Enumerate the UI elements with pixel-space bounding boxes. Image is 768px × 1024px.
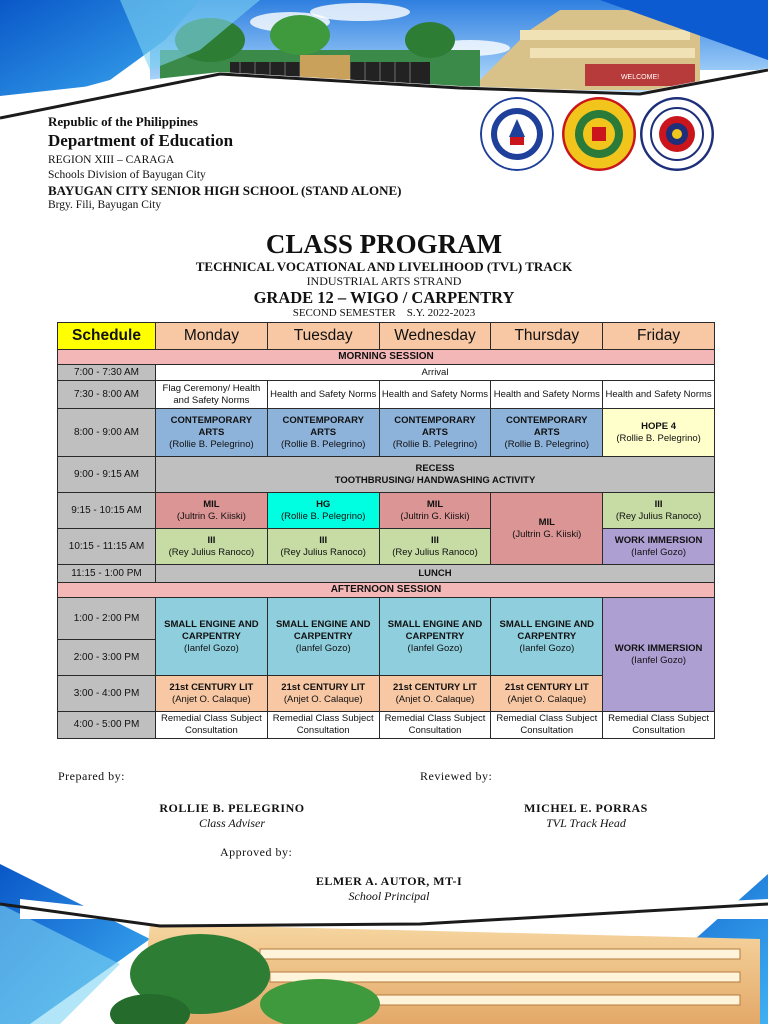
work-immersion-cell bbox=[603, 529, 715, 565]
recess-label: RECESS bbox=[415, 462, 455, 474]
contemporary-arts-cell bbox=[267, 409, 379, 457]
strand-title: INDUSTRIAL ARTS STRAND bbox=[306, 274, 462, 288]
grade-title: GRADE 12 – WIGO / CARPENTRY bbox=[253, 288, 515, 307]
address-line: Brgy. Fili, Bayugan City bbox=[48, 199, 162, 211]
health-safety-cell: Health and Safety Norms bbox=[603, 381, 715, 409]
republic-line: Republic of the Philippines bbox=[48, 114, 198, 129]
teacher-name: (Rollie B. Pelegrino) bbox=[169, 438, 254, 450]
department-line: Department of Education bbox=[48, 131, 234, 150]
century-lit-cell bbox=[267, 676, 379, 712]
approved-by-name: ELMER A. AUTOR, MT-I bbox=[315, 874, 463, 888]
iii-cell bbox=[379, 529, 491, 565]
teacher-name: (Jultrin G. Kiiski) bbox=[512, 528, 582, 540]
header-tuesday: Tuesday bbox=[267, 323, 379, 350]
subject-name: MIL bbox=[538, 516, 555, 528]
subject-name: HG bbox=[316, 498, 331, 510]
subject-name: CONTEMPORARY ARTS bbox=[170, 414, 253, 438]
recess-activity: TOOTHBRUSING/ HANDWASHING ACTIVITY bbox=[334, 474, 536, 486]
subject-name: III bbox=[431, 534, 439, 546]
table-row bbox=[58, 350, 715, 365]
table-row bbox=[58, 598, 715, 640]
prepared-by-role: Class Adviser bbox=[198, 816, 266, 830]
teacher-name: (Ianfel Gozo) bbox=[631, 654, 687, 666]
title-block bbox=[0, 228, 768, 320]
subject-name: 21st CENTURY LIT bbox=[169, 681, 254, 693]
table-row bbox=[58, 365, 715, 381]
contemporary-arts-cell bbox=[491, 409, 603, 457]
subject-name: 21st CENTURY LIT bbox=[393, 681, 477, 693]
subject-name: WORK IMMERSION bbox=[614, 534, 703, 546]
lunch-cell: LUNCH bbox=[156, 565, 715, 583]
remedial-cell: Remedial Class Subject Consultation bbox=[379, 712, 491, 739]
recess-cell bbox=[156, 457, 715, 493]
hope4-cell bbox=[603, 409, 715, 457]
table-row bbox=[58, 493, 715, 529]
century-lit-cell bbox=[491, 676, 603, 712]
teacher-name: (Jultrin G. Kiiski) bbox=[176, 510, 246, 522]
welcome-sign: WELCOME! bbox=[620, 74, 660, 81]
afternoon-session-label: AFTERNOON SESSION bbox=[58, 583, 715, 598]
teacher-name: (Rey Julius Ranoco) bbox=[615, 510, 702, 522]
subject-name: 21st CENTURY LIT bbox=[281, 681, 366, 693]
teacher-name: (Rey Julius Ranoco) bbox=[280, 546, 366, 558]
time-cell: 11:15 - 1:00 PM bbox=[58, 565, 156, 583]
arrival-cell: Arrival bbox=[156, 365, 715, 381]
header-monday: Monday bbox=[156, 323, 268, 350]
header-friday: Friday bbox=[603, 323, 715, 350]
subject-name: SMALL ENGINE AND CARPENTRY bbox=[499, 618, 595, 642]
subject-name: MIL bbox=[203, 498, 220, 510]
bottom-banner-art bbox=[0, 864, 768, 1024]
time-cell: 3:00 - 4:00 PM bbox=[58, 676, 156, 712]
subject-name: SMALL ENGINE AND CARPENTRY bbox=[387, 618, 483, 642]
subject-name: CONTEMPORARY ARTS bbox=[394, 414, 476, 438]
reviewed-by-role: TVL Track Head bbox=[546, 816, 626, 830]
semester-title: SECOND SEMESTER S.Y. 2022-2023 bbox=[292, 307, 476, 319]
iii-cell bbox=[267, 529, 379, 565]
table-row bbox=[58, 583, 715, 598]
table-row bbox=[58, 457, 715, 493]
remedial-cell: Remedial Class Subject Consultation bbox=[491, 712, 603, 739]
teacher-name: (Rey Julius Ranoco) bbox=[168, 546, 255, 558]
health-safety-cell: Health and Safety Norms bbox=[491, 381, 603, 409]
time-cell: 9:00 - 9:15 AM bbox=[58, 457, 156, 493]
reviewed-by-signatory bbox=[486, 801, 686, 831]
subject-name: III bbox=[207, 534, 216, 546]
reviewed-by-name: MICHEL E. PORRAS bbox=[524, 801, 648, 815]
teacher-name: (Rey Julius Ranoco) bbox=[392, 546, 478, 558]
prepared-by-name: ROLLIE B. PELEGRINO bbox=[159, 801, 305, 815]
century-lit-cell bbox=[156, 676, 268, 712]
teacher-name: (Anjet O. Calaque) bbox=[172, 693, 251, 705]
subject-name: WORK IMMERSION bbox=[614, 642, 703, 654]
prepared-by-label: Prepared by: bbox=[58, 769, 125, 783]
time-cell: 8:00 - 9:00 AM bbox=[58, 409, 156, 457]
table-row bbox=[58, 529, 715, 565]
top-banner-art bbox=[0, 0, 768, 120]
school-header bbox=[48, 114, 401, 213]
deped-kagawaran-seal bbox=[480, 97, 554, 171]
health-safety-cell: Health and Safety Norms bbox=[379, 381, 491, 409]
contemporary-arts-cell bbox=[156, 409, 268, 457]
teacher-name: (Rollie B. Pelegrino) bbox=[280, 510, 366, 522]
remedial-cell: Remedial Class Subject Consultation bbox=[603, 712, 715, 739]
time-cell: 7:00 - 7:30 AM bbox=[58, 365, 156, 381]
table-header-row bbox=[58, 323, 715, 350]
table-row bbox=[58, 565, 715, 583]
teacher-name: (Ianfel Gozo) bbox=[631, 546, 687, 558]
subject-name: III bbox=[654, 498, 663, 510]
prepared-by-signatory bbox=[132, 801, 332, 831]
subject-name: CONTEMPORARY ARTS bbox=[282, 414, 364, 438]
small-engine-cell bbox=[156, 598, 268, 676]
table-row bbox=[58, 381, 715, 409]
class-schedule-table bbox=[57, 322, 715, 739]
subject-name: III bbox=[319, 534, 328, 546]
subject-name: MIL bbox=[426, 498, 444, 510]
teacher-name: (Ianfel Gozo) bbox=[519, 642, 575, 654]
health-safety-cell: Health and Safety Norms bbox=[267, 381, 379, 409]
approved-by-label: Approved by: bbox=[220, 845, 293, 859]
division-line: Schools Division of Bayugan City bbox=[48, 169, 206, 181]
subject-name: HOPE 4 bbox=[641, 420, 677, 432]
mil-cell bbox=[379, 493, 491, 529]
page-title: CLASS PROGRAM bbox=[265, 229, 503, 259]
table-row bbox=[58, 409, 715, 457]
school-name-line: BAYUGAN CITY SENIOR HIGH SCHOOL (STAND ALONE) bbox=[48, 183, 402, 198]
remedial-cell: Remedial Class Subject Consultation bbox=[156, 712, 268, 739]
subject-name: SMALL ENGINE AND CARPENTRY bbox=[275, 618, 371, 642]
remedial-cell: Remedial Class Subject Consultation bbox=[267, 712, 379, 739]
time-cell: 7:30 - 8:00 AM bbox=[58, 381, 156, 409]
track-title: TECHNICAL VOCATIONAL AND LIVELIHOOD (TVL) TRACK bbox=[195, 259, 573, 274]
teacher-name: (Ianfel Gozo) bbox=[295, 642, 351, 654]
teacher-name: (Rollie B. Pelegrino) bbox=[504, 438, 590, 450]
small-engine-cell bbox=[379, 598, 491, 676]
subject-name: SMALL ENGINE AND CARPENTRY bbox=[164, 618, 259, 642]
header-schedule: Schedule bbox=[58, 323, 156, 350]
subject-name: CONTEMPORARY ARTS bbox=[506, 414, 588, 438]
teacher-name: (Rollie B. Pelegrino) bbox=[616, 432, 701, 444]
time-cell: 4:00 - 5:00 PM bbox=[58, 712, 156, 739]
flag-ceremony-cell: Flag Ceremony/ Health and Safety Norms bbox=[156, 381, 268, 409]
teacher-name: (Anjet O. Calaque) bbox=[283, 693, 363, 705]
region-line: REGION XIII – CARAGA bbox=[48, 154, 175, 166]
century-lit-cell bbox=[379, 676, 491, 712]
top-banner bbox=[0, 0, 768, 120]
reviewed-by-label: Reviewed by: bbox=[420, 769, 493, 783]
teacher-name: (Rollie B. Pelegrino) bbox=[392, 438, 478, 450]
approved-by-role: School Principal bbox=[348, 889, 430, 903]
teacher-name: (Anjet O. Calaque) bbox=[507, 693, 587, 705]
header-wednesday: Wednesday bbox=[379, 323, 491, 350]
header-thursday: Thursday bbox=[491, 323, 603, 350]
teacher-name: (Rollie B. Pelegrino) bbox=[280, 438, 366, 450]
hg-cell bbox=[267, 493, 379, 529]
time-cell: 2:00 - 3:00 PM bbox=[58, 640, 156, 676]
subject-name: 21st CENTURY LIT bbox=[504, 681, 589, 693]
deped-division-seal bbox=[562, 97, 636, 171]
teacher-name: (Ianfel Gozo) bbox=[407, 642, 463, 654]
iii-cell bbox=[156, 529, 268, 565]
small-engine-cell bbox=[491, 598, 603, 676]
teacher-name: (Jultrin G. Kiiski) bbox=[400, 510, 470, 522]
teacher-name: (Ianfel Gozo) bbox=[183, 642, 239, 654]
mil-cell bbox=[491, 493, 603, 565]
time-cell: 1:00 - 2:00 PM bbox=[58, 598, 156, 640]
time-cell: 10:15 - 11:15 AM bbox=[58, 529, 156, 565]
iii-cell bbox=[603, 493, 715, 529]
contemporary-arts-cell bbox=[379, 409, 491, 457]
time-cell: 9:15 - 10:15 AM bbox=[58, 493, 156, 529]
mil-cell bbox=[156, 493, 268, 529]
teacher-name: (Anjet O. Calaque) bbox=[395, 693, 475, 705]
small-engine-cell bbox=[267, 598, 379, 676]
work-immersion-cell bbox=[603, 598, 715, 712]
table-row bbox=[58, 712, 715, 739]
morning-session-label: MORNING SESSION bbox=[58, 350, 715, 365]
bottom-banner bbox=[0, 864, 768, 1024]
bayugan-shs-seal bbox=[640, 97, 714, 171]
